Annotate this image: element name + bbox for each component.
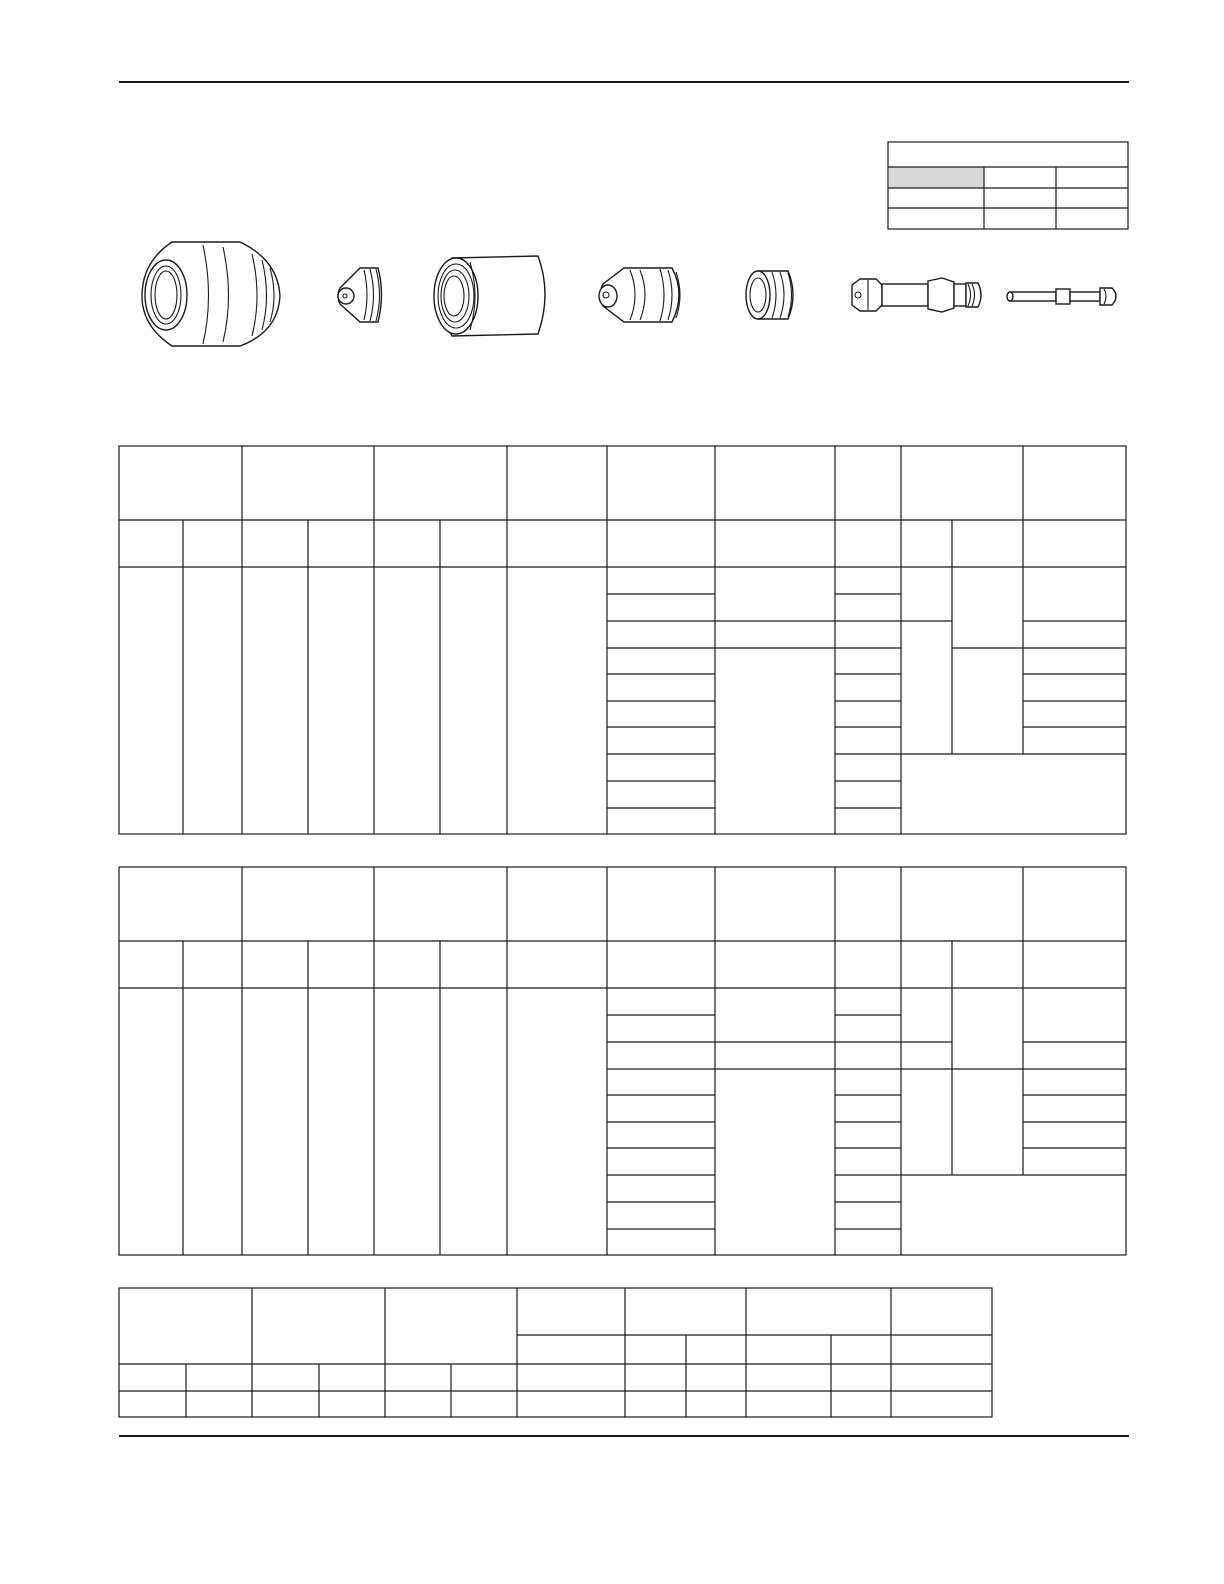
retaining-cap-icon: [434, 256, 545, 336]
nozzle-retaining-cap-icon: [338, 268, 382, 322]
nozzle-icon: [599, 268, 680, 322]
cut-chart-table-2: [119, 867, 1126, 1255]
legend-highlight-cell: [889, 168, 984, 188]
swirl-ring-icon: [746, 271, 793, 319]
shield-icon: [142, 242, 280, 346]
water-tube-icon: [1007, 288, 1116, 305]
legend-table: [888, 142, 1128, 229]
settings-table: [119, 1288, 992, 1417]
cut-chart-table-1: [119, 446, 1126, 834]
electrode-icon: [852, 278, 981, 312]
